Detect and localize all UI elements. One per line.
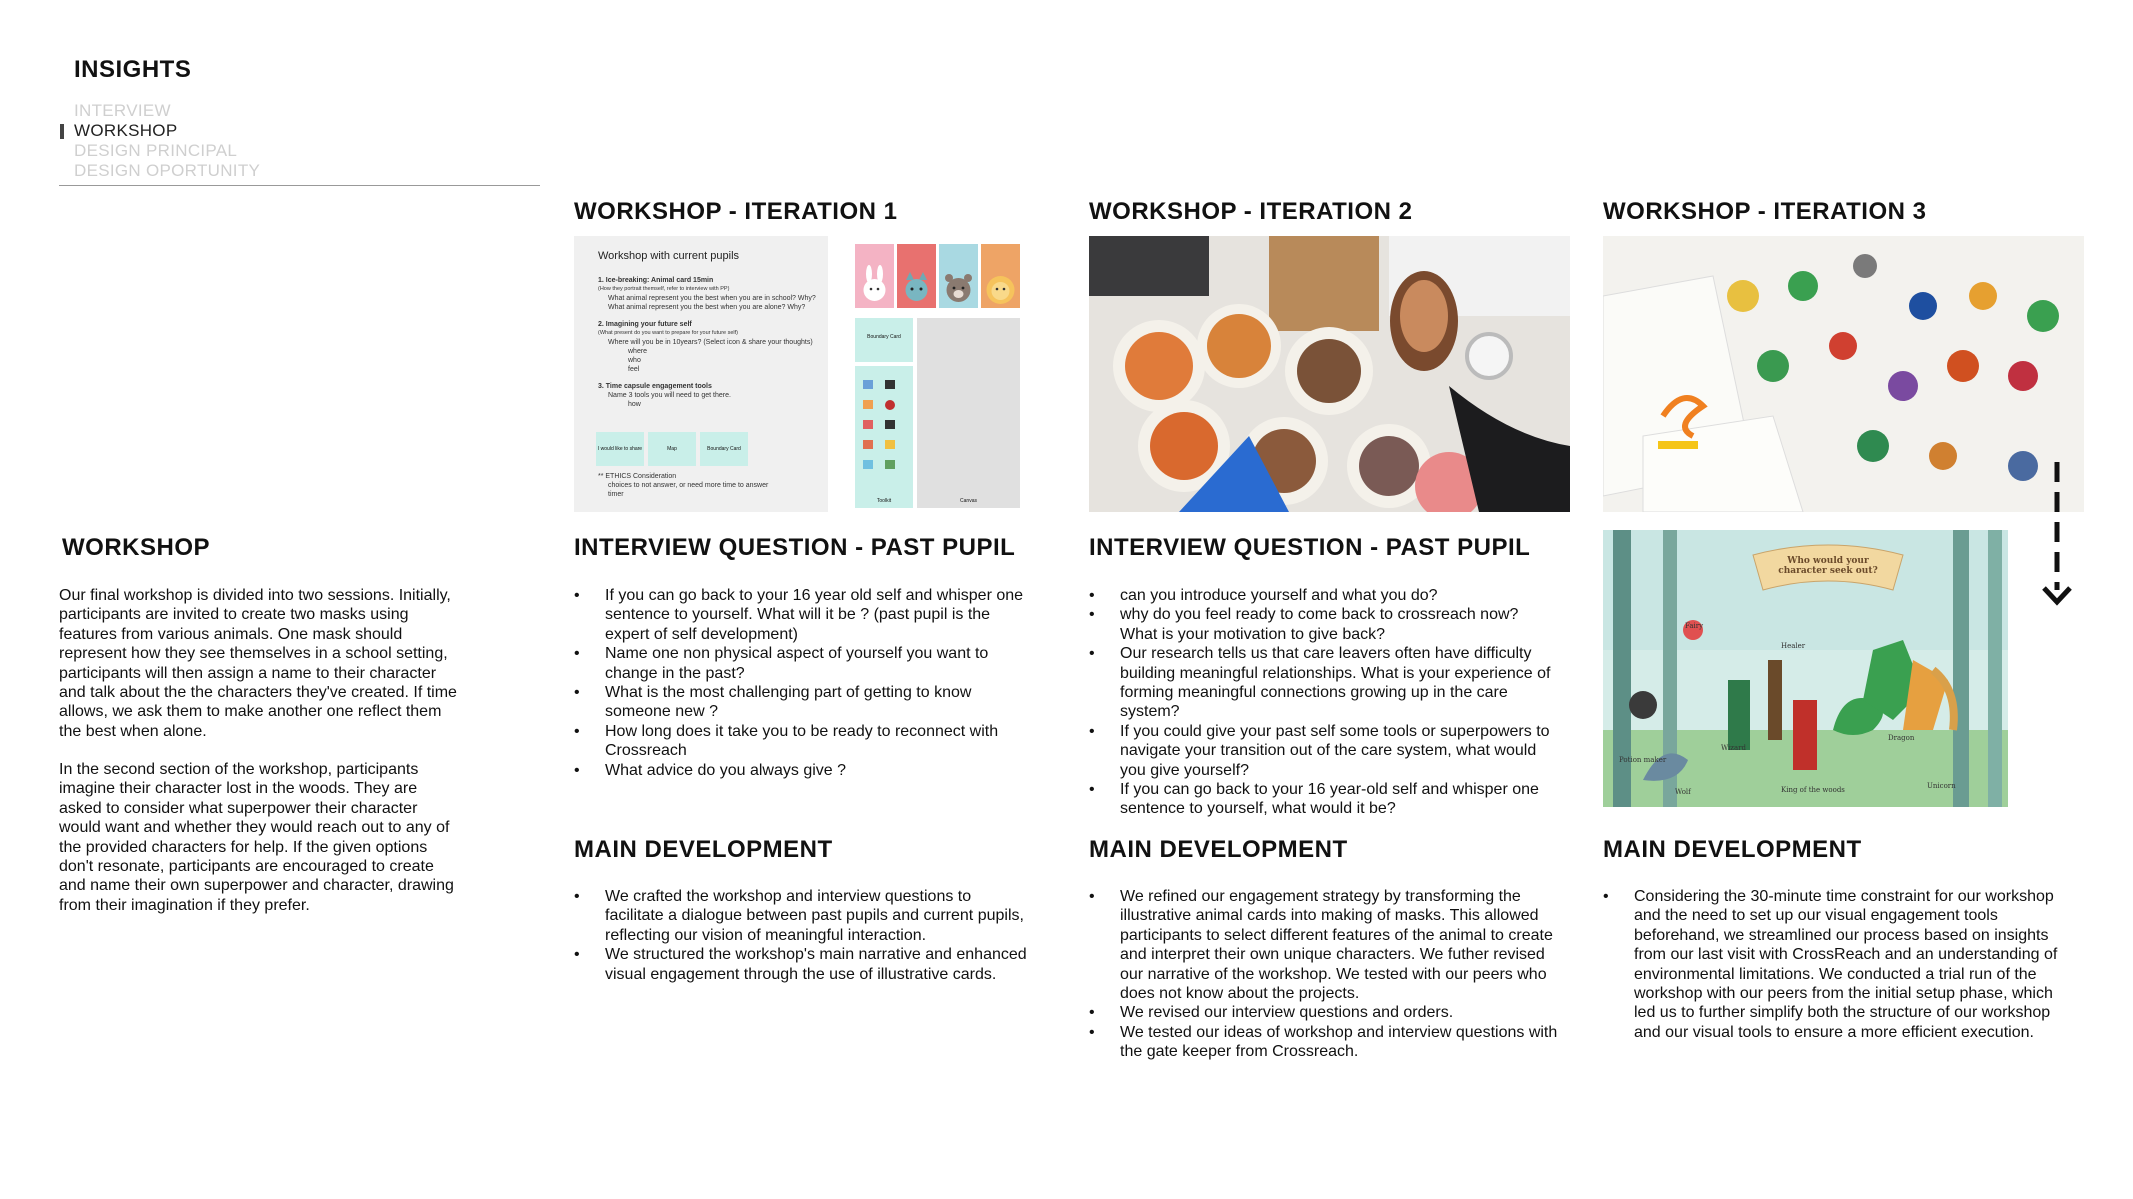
active-nav-marker	[60, 124, 64, 139]
iteration-2-title: WORKSHOP - ITERATION 2	[1089, 198, 1413, 225]
list-item: • can you introduce yourself and what you do?	[1089, 586, 1559, 605]
doc-item: Where will you be in 10years? (Select icon & share your thoughts)	[608, 339, 813, 346]
toolkit-panel	[855, 366, 913, 508]
doc-box: Map	[648, 432, 696, 466]
doc-section-sub: (What present do you want to prepare for your future self)	[598, 330, 739, 336]
label-king-of-the-woods: King of the woods	[1781, 786, 1845, 794]
mask-making-photo	[1089, 236, 1570, 512]
canvas-label: Canvas	[960, 498, 977, 504]
intro-paragraph-2: In the second section of the workshop, participants imagine their character lost in the woods. They are asked to consider what superpower their character would want and whether they would reach out to any of the provided characters for help. If the given options don't resonate, participants are encouraged to create and name their own superpower and character, drawing from their imagination if they prefer.	[59, 761, 454, 914]
question-list-2	[1089, 586, 1559, 819]
question-list-1	[574, 586, 1034, 780]
doc-item: What animal represent you the best when you are alone? Why?	[608, 304, 806, 311]
list-item: • How long does it take you to be ready to reconnect with Crossreach	[574, 722, 1034, 761]
dev-list-3	[1603, 887, 2063, 1042]
doc-ethics-item: timer	[608, 491, 624, 498]
doc-section-heading: 2. Imagining your future self	[598, 321, 692, 328]
toolkit-canvas-image	[855, 318, 1020, 508]
page-title: INSIGHTS	[74, 56, 192, 83]
label-wolf: Wolf	[1675, 788, 1691, 796]
doc-item: Name 3 tools you will need to get there.	[608, 392, 731, 399]
nav-item-interview[interactable]: INTERVIEW	[74, 101, 171, 120]
animal-cards-illustration	[855, 244, 1020, 308]
question-title-2: INTERVIEW QUESTION - PAST PUPIL	[1089, 534, 1531, 561]
doc-ethics-title: ** ETHICS Consideration	[598, 473, 677, 480]
list-item: • We revised our interview questions and orders.	[1089, 1003, 1559, 1022]
iteration-1-title: WORKSHOP - ITERATION 1	[574, 198, 898, 225]
header-divider	[59, 185, 540, 186]
doc-ethics-item: choices to not answer, or need more time to answer	[608, 482, 769, 489]
doc-box: Boundary Card	[700, 432, 748, 466]
list-item: • If you could give your past self some tools or superpowers to navigate your transition out of the care system, what would you give yourself?	[1089, 722, 1559, 780]
list-item: • Considering the 30-minute time constraint for our workshop and the need to set up our visual engagement tools beforehand, we streamlined our process based on insights from our last visit with CrossReach and an understanding of environmental limitations. We conducted a trial run of the workshop with our peers from the initial setup phase, which led us to further simplify both the structure of our workshop and our visual tools to ensure a more efficient execution.	[1603, 887, 2063, 1042]
list-item: • What advice do you always give ?	[574, 761, 1034, 780]
dev-title-3: MAIN DEVELOPMENT	[1603, 836, 1862, 863]
list-item: • What is the most challenging part of getting to know someone new ?	[574, 683, 1034, 722]
doc-box: I would like to share	[596, 432, 644, 466]
nav-item-design-principal[interactable]: DESIGN PRINCIPAL	[74, 141, 238, 160]
list-item: • We crafted the workshop and interview questions to facilitate a dialogue between past pupils and current pupils, reflecting our vision of meaningful interaction.	[574, 887, 1034, 945]
doc-section-heading: 3. Time capsule engagement tools	[598, 383, 712, 390]
doc-sections	[598, 276, 820, 409]
intro-paragraph-1: Our final workshop is divided into two sessions. Initially, participants are invited to create two masks using features from various animals. One mask should represent how they see themselves in a school setting, participants will then assign a name to their character and talk about the the characters they've created. If time allows, we ask them to make another one reflect them the best when alone.	[59, 587, 457, 740]
list-item: • We tested our ideas of workshop and interview questions with the gate keeper from Crossreach.	[1089, 1023, 1559, 1062]
dev-list-2	[1089, 887, 1559, 1062]
doc-section-heading: 1. Ice-breaking: Animal card 15min	[598, 277, 714, 284]
doc-ethics	[598, 472, 818, 499]
workshop-plan-document-image	[574, 236, 828, 512]
doc-subitem: feel	[628, 366, 640, 373]
list-item: • Our research tells us that care leavers often have difficulty building meaningful relationships. What is your experience of forming meaningful connections growing up in the care system?	[1089, 644, 1559, 722]
list-item: • If you can go back to your 16 year-old self and whisper one sentence to yourself, what would it be?	[1089, 780, 1559, 819]
label-unicorn: Unicorn	[1927, 782, 1956, 790]
doc-subitem: who	[628, 357, 641, 364]
character-cards-photo	[1603, 236, 2084, 512]
nav-item-workshop[interactable]	[74, 121, 260, 141]
dev-title-2: MAIN DEVELOPMENT	[1089, 836, 1348, 863]
intro-heading: WORKSHOP	[62, 534, 210, 561]
dev-title-1: MAIN DEVELOPMENT	[574, 836, 833, 863]
toolkit-label: Toolkit	[876, 498, 892, 504]
doc-item: What animal represent you the best when you are in school? Why?	[608, 295, 816, 302]
canvas-panel	[917, 318, 1020, 508]
doc-title: Workshop with current pupils	[598, 250, 740, 262]
question-title-1: INTERVIEW QUESTION - PAST PUPIL	[574, 534, 1016, 561]
doc-section-sub: (How they portrait themself, refer to interview with PP)	[598, 286, 730, 292]
toolkit-icons	[855, 366, 913, 492]
label-wizard: Wizard	[1721, 744, 1746, 752]
list-item: • Name one non physical aspect of yourself you want to change in the past?	[574, 644, 1034, 683]
list-item: • We refined our engagement strategy by transforming the illustrative animal cards into making of masks. This allowed participants to select different features of the animal to create and interpret their own unique characters. We futher revised our narrative of the workshop. We tested with our peers who does not know about the projects.	[1089, 887, 1559, 1003]
section-nav	[74, 101, 260, 181]
label-fairy: Fairy	[1685, 622, 1704, 630]
mask-making-illustration	[1089, 236, 1570, 512]
forest-banner-text: Who would your character seek out?	[1778, 556, 1878, 576]
doc-boxes	[596, 432, 748, 466]
doc-subitem: where	[628, 348, 648, 355]
character-cards-illustration	[1603, 236, 2084, 512]
list-item: • We structured the workshop's main narrative and enhanced visual engagement through the use of illustrative cards.	[574, 945, 1034, 984]
nav-item-design-opportunity[interactable]: DESIGN OPORTUNITY	[74, 161, 261, 180]
list-item: • why do you feel ready to come back to crossreach now? What is your motivation to give back?	[1089, 605, 1559, 644]
boundary-card-panel: Boundary Card	[855, 318, 913, 362]
dashed-down-arrow-icon	[2040, 462, 2074, 614]
forest-scenario-illustration	[1603, 530, 2008, 807]
iteration-3-title: WORKSHOP - ITERATION 3	[1603, 198, 1927, 225]
dev-list-1	[574, 887, 1034, 984]
nav-item-label: WORKSHOP	[74, 121, 178, 140]
label-potion-maker: Potion maker	[1619, 756, 1667, 764]
doc-subitem: how	[628, 401, 641, 408]
label-dragon: Dragon	[1888, 734, 1915, 742]
animal-cards-image	[855, 244, 1020, 308]
label-healer: Healer	[1781, 642, 1806, 650]
list-item: • If you can go back to your 16 year old self and whisper one sentence to yourself. What will it be ? (past pupil is the expert of self development)	[574, 586, 1034, 644]
